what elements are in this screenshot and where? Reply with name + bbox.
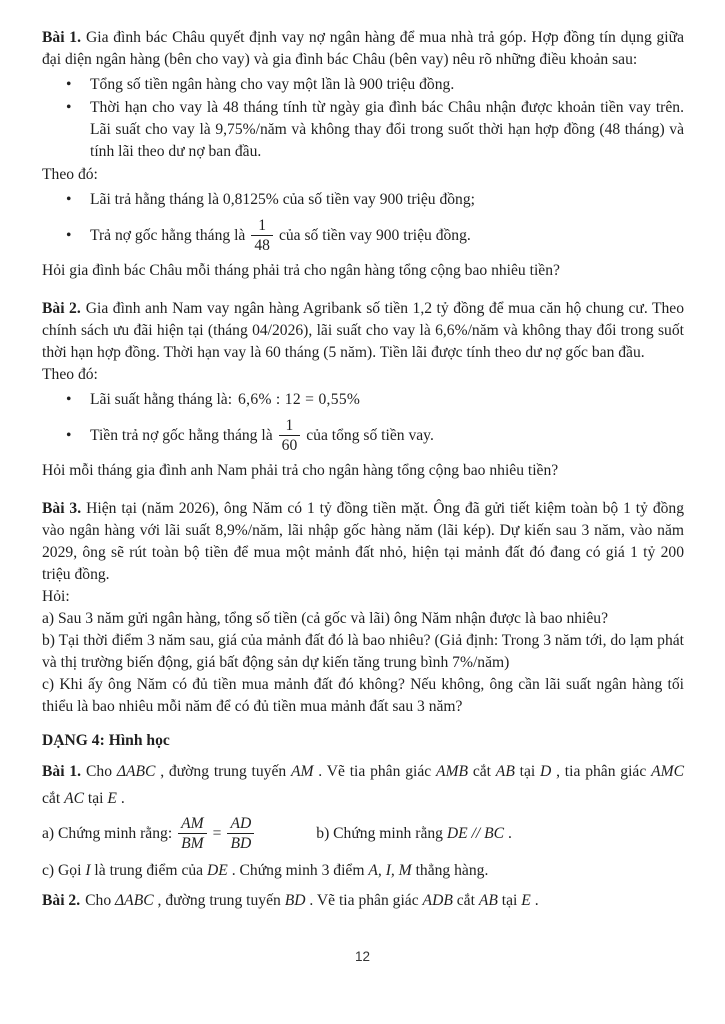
fraction-denominator: BM bbox=[181, 835, 204, 852]
geometry-problem-1-parts-ab bbox=[42, 815, 684, 852]
geometry-problem-1-label: Bài 1. bbox=[42, 763, 82, 780]
geometry-problem-2-label: Bài 2. bbox=[42, 892, 81, 909]
problem-3-label: Bài 3. bbox=[42, 500, 82, 517]
problem-3 bbox=[42, 498, 684, 718]
bullet-icon: • bbox=[66, 426, 72, 444]
text-segment: Cho bbox=[86, 763, 117, 780]
detail-post-text: của tổng số tiền vay. bbox=[306, 426, 434, 444]
problem-2-intro-text: Gia đình anh Nam vay ngân hàng Agribank số tiền 1,2 tỷ đồng để mua căn hộ chung cư. Theo chính sách ưu đãi hiện tại (tháng 04/2026), lãi suất cho vay là 6,6%/năm và không thay đổi trong suốt thời hạn hợp đồng. Thời hạn vay là 60 tháng (5 năm). Tiền lãi được tính theo dư nợ gốc ban đầu. bbox=[42, 300, 685, 361]
detail-text: Lãi trả hằng tháng là 0,8125% của số tiền vay 900 triệu đồng; bbox=[90, 191, 475, 208]
text-segment: Cho bbox=[85, 892, 116, 909]
problem-1-terms-list bbox=[42, 74, 684, 163]
math-segment: E bbox=[107, 790, 117, 807]
section-dang-4 bbox=[42, 730, 684, 914]
math-segment: BD bbox=[284, 892, 306, 909]
part-a bbox=[42, 823, 172, 845]
fraction-numerator: AD bbox=[227, 815, 254, 834]
part-a-text: a) Chứng minh rằng: bbox=[42, 824, 173, 842]
part-b bbox=[316, 823, 512, 845]
list-item bbox=[42, 97, 684, 163]
fraction bbox=[227, 815, 254, 852]
problem-2-theo-do: Theo đó: bbox=[42, 366, 98, 383]
term-text: Thời hạn cho vay là 48 tháng tính từ ngày gia đình bác Châu nhận được khoản tiền vay trên. Lãi suất cho vay là 9,75%/năm và không thay đổi trong suốt thời hạn hợp đồng (48 tháng) và tính lãi theo dư nợ ban đầu. bbox=[90, 99, 684, 160]
problem-3-hoi: Hỏi: bbox=[42, 588, 70, 605]
math-segment: I bbox=[85, 862, 91, 879]
problem-2-question: Hỏi mỗi tháng gia đình anh Nam phải trả cho ngân hàng tổng cộng bao nhiêu tiền? bbox=[42, 462, 559, 479]
problem-3-intro bbox=[42, 498, 684, 586]
page-number: 12 bbox=[354, 949, 371, 964]
bullet-icon: • bbox=[66, 76, 72, 93]
problem-3-question-c: c) Khi ấy ông Năm có đủ tiền mua mảnh đất đó không? Nếu không, ông cần lãi suất ngân hàng tối thiểu là bao nhiêu mỗi năm để có đủ tiền mua mảnh đất sau 3 năm? bbox=[42, 676, 684, 715]
problem-1-theo-do: Theo đó: bbox=[42, 166, 98, 183]
math-segment: DE bbox=[207, 862, 228, 879]
problem-1 bbox=[42, 27, 684, 282]
equals-sign: = bbox=[212, 824, 222, 842]
math-segment: DE // BC bbox=[446, 824, 505, 842]
part-b-text: b) Chứng minh rằng bbox=[316, 824, 447, 842]
fraction-denominator: 48 bbox=[254, 237, 270, 254]
problem-1-intro-text: Gia đình bác Châu quyết định vay nợ ngân hàng để mua nhà trả góp. Hợp đồng tín dụng giữa đại diện ngân hàng (bên cho vay) và gia đình bác Châu (bên vay) nêu rõ những điều khoản sau: bbox=[42, 29, 685, 68]
math-segment: ADB bbox=[422, 892, 453, 909]
math-segment: AB bbox=[495, 763, 515, 780]
section-heading: DẠNG 4: Hình học bbox=[42, 732, 170, 749]
text-segment: . bbox=[116, 790, 125, 807]
geometry-problem-2 bbox=[42, 887, 684, 914]
fraction-numerator: 1 bbox=[251, 217, 273, 236]
rate-formula: 6,6% : 12 = 0,55% bbox=[238, 391, 361, 408]
list-item bbox=[42, 217, 684, 254]
text-segment: cắt bbox=[468, 763, 496, 780]
math-segment: AMC bbox=[651, 763, 684, 780]
detail-pre-text: Lãi suất hằng tháng là: bbox=[90, 391, 233, 408]
text-segment: tại bbox=[84, 790, 108, 807]
list-item bbox=[42, 189, 684, 211]
text-segment: , đường trung tuyến bbox=[153, 892, 285, 909]
fraction bbox=[279, 417, 301, 454]
math-segment: D bbox=[540, 763, 552, 780]
detail-pre-text: Tiền trả nợ gốc hằng tháng là bbox=[90, 426, 273, 444]
fraction-numerator: 1 bbox=[279, 417, 301, 436]
part-b-end: . bbox=[504, 824, 512, 842]
text-segment: . Chứng minh 3 điểm bbox=[227, 862, 369, 879]
problem-3-intro-text: Hiện tại (năm 2026), ông Năm có 1 tỷ đồng tiền mặt. Ông đã gửi tiết kiệm toàn bộ 1 tỷ đồng vào ngân hàng với lãi suất 8,9%/năm, lãi nhập gốc hàng năm (lãi kép). Dự kiến sau 3 năm, vào năm 2029, ông sẽ rút toàn bộ tiền để mua một mảnh đất nhỏ, hiện tại mảnh đất đó đang có giá 1 tỷ 200 triệu đồng. bbox=[42, 500, 685, 583]
fraction bbox=[251, 217, 273, 254]
fraction bbox=[178, 815, 207, 852]
math-segment: AMB bbox=[435, 763, 469, 780]
math-segment: E bbox=[521, 892, 531, 909]
problem-2 bbox=[42, 298, 684, 482]
text-segment: c) Gọi bbox=[42, 862, 86, 879]
problem-3-question-a: a) Sau 3 năm gửi ngân hàng, tổng số tiền (cả gốc và lãi) ông Năm nhận được là bao nhiêu? bbox=[42, 610, 609, 627]
list-item bbox=[42, 417, 684, 454]
fraction-denominator: BD bbox=[230, 835, 252, 852]
detail-pre-text: Trả nợ gốc hằng tháng là bbox=[90, 226, 246, 244]
text-segment: tại bbox=[514, 763, 541, 780]
list-item bbox=[42, 389, 684, 411]
text-segment: thẳng hàng. bbox=[411, 862, 489, 879]
text-segment: . bbox=[530, 892, 539, 909]
text-segment: . Vẽ tia phân giác bbox=[313, 763, 436, 780]
math-segment: AC bbox=[64, 790, 85, 807]
text-segment: , đường trung tuyến bbox=[155, 763, 291, 780]
term-text: Tổng số tiền ngân hàng cho vay một lần là 900 triệu đồng. bbox=[90, 76, 455, 93]
fraction-numerator: AM bbox=[178, 815, 207, 834]
bullet-icon: • bbox=[66, 191, 72, 208]
math-segment: ΔABC bbox=[116, 763, 156, 780]
problem-2-intro bbox=[42, 298, 684, 364]
math-segment: ΔABC bbox=[115, 892, 154, 909]
text-segment: là trung điểm của bbox=[90, 862, 207, 879]
problem-1-detail-list bbox=[42, 189, 684, 254]
text-segment: , tia phân giác bbox=[551, 763, 652, 780]
problem-2-detail-list bbox=[42, 389, 684, 454]
text-segment: tại bbox=[497, 892, 522, 909]
bullet-icon: • bbox=[66, 99, 72, 116]
geometry-problem-1 bbox=[42, 758, 684, 812]
text-segment: cắt bbox=[42, 790, 65, 807]
math-segment: AB bbox=[478, 892, 498, 909]
page-content bbox=[42, 27, 684, 914]
problem-1-question: Hỏi gia đình bác Châu mỗi tháng phải trả cho ngân hàng tổng cộng bao nhiêu tiền? bbox=[42, 262, 560, 279]
geometry-problem-1-part-c bbox=[42, 857, 684, 884]
detail-post-text: của số tiền vay 900 triệu đồng. bbox=[278, 226, 471, 244]
problem-3-question-b: b) Tại thời điểm 3 năm sau, giá của mảnh đất đó là bao nhiêu? (Giả định: Trong 3 năm tới, do lạm phát và thị trường biến động, giá bất động sản dự kiến tăng trung bình 7%/năm) bbox=[42, 632, 685, 671]
fraction-denominator: 60 bbox=[281, 437, 298, 454]
math-segment: AM bbox=[290, 763, 314, 780]
list-item bbox=[42, 74, 684, 96]
text-segment: cắt bbox=[452, 892, 479, 909]
math-segment: A, I, M bbox=[368, 862, 412, 879]
bullet-icon: • bbox=[66, 391, 72, 408]
problem-2-label: Bài 2. bbox=[42, 300, 81, 317]
bullet-icon: • bbox=[66, 226, 72, 244]
text-segment: . Vẽ tia phân giác bbox=[305, 892, 423, 909]
problem-1-intro bbox=[42, 27, 684, 71]
problem-1-label: Bài 1. bbox=[42, 29, 81, 46]
